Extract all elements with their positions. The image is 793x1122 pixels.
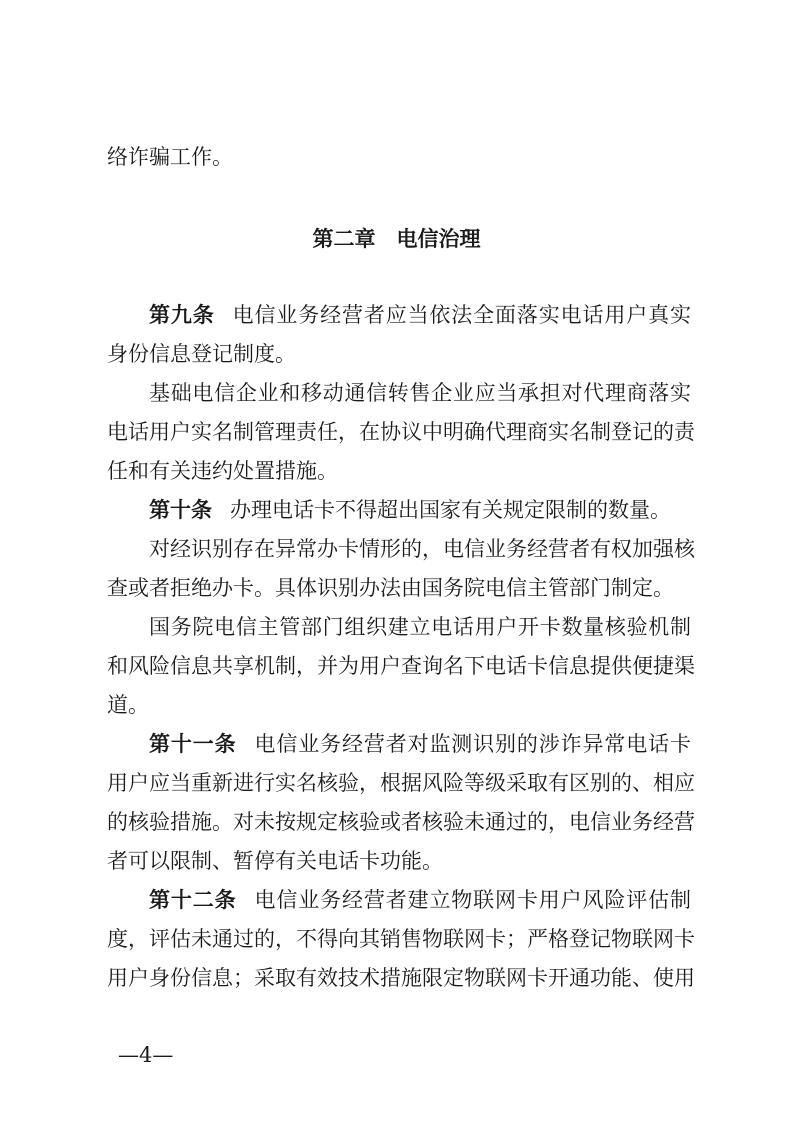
article-9-para2-line1: 基础电信企业和移动通信转售企业应当承担对代理商落实 (149, 381, 691, 405)
article-12-line (107, 885, 691, 915)
article-12-title: 第十二条 (149, 888, 237, 912)
article-10-para2-line2: 查或者拒绝办卡。具体识别办法由国务院电信主管部门制定。 (107, 576, 674, 600)
article-9-line (107, 300, 691, 330)
chapter-number: 第二章 (312, 227, 376, 251)
article-10-para3-line2: 和风险信息共享机制，并为用户查询名下电话卡信息提供便捷渠 (107, 654, 695, 678)
article-11-text-1: 电信业务经营者对监测识别的涉诈异常电话卡 (254, 732, 692, 756)
continuation-text: 络诈骗工作。 (107, 145, 233, 169)
chapter-title: 电信治理 (396, 227, 481, 251)
article-11-title: 第十一条 (149, 732, 237, 756)
article-10-text-1: 办理电话卡不得超出国家有关规定限制的数量。 (230, 498, 671, 522)
article-10-para3-line3: 道。 (107, 693, 149, 717)
article-11-line (107, 729, 691, 759)
page-number: —4— (118, 1043, 174, 1067)
article-11-text-4: 者可以限制、暂停有关电话卡功能。 (107, 849, 443, 873)
article-12-text-1: 电信业务经营者建立物联网卡用户风险评估制 (254, 888, 692, 912)
article-12-text-3: 用户身份信息；采取有效技术措施限定物联网卡开通功能、使用 (107, 966, 695, 990)
article-10-line (107, 495, 691, 525)
article-9-para2-line3: 任和有关违约处置措施。 (107, 459, 338, 483)
article-10-para2-line1: 对经识别存在异常办卡情形的，电信业务经营者有权加强核 (149, 537, 695, 561)
article-9-text-2: 身份信息登记制度。 (107, 342, 296, 366)
article-11-text-3: 的核验措施。对未按规定核验或者核验未通过的，电信业务经营 (107, 810, 695, 834)
article-9-para2-line2: 电话用户实名制管理责任，在协议中明确代理商实名制登记的责 (107, 420, 695, 444)
article-11-text-2: 用户应当重新进行实名核验，根据风险等级采取有区别的、相应 (107, 771, 695, 795)
article-9-text-1: 电信业务经营者应当依法全面落实电话用户真实 (232, 303, 691, 327)
article-12-text-2: 度，评估未通过的，不得向其销售物联网卡；严格登记物联网卡 (107, 927, 695, 951)
article-10-title: 第十条 (149, 498, 212, 522)
chapter-heading (0, 224, 793, 254)
article-10-para3-line1: 国务院电信主管部门组织建立电话用户开卡数量核验机制 (149, 615, 691, 639)
article-9-title: 第九条 (149, 303, 215, 327)
